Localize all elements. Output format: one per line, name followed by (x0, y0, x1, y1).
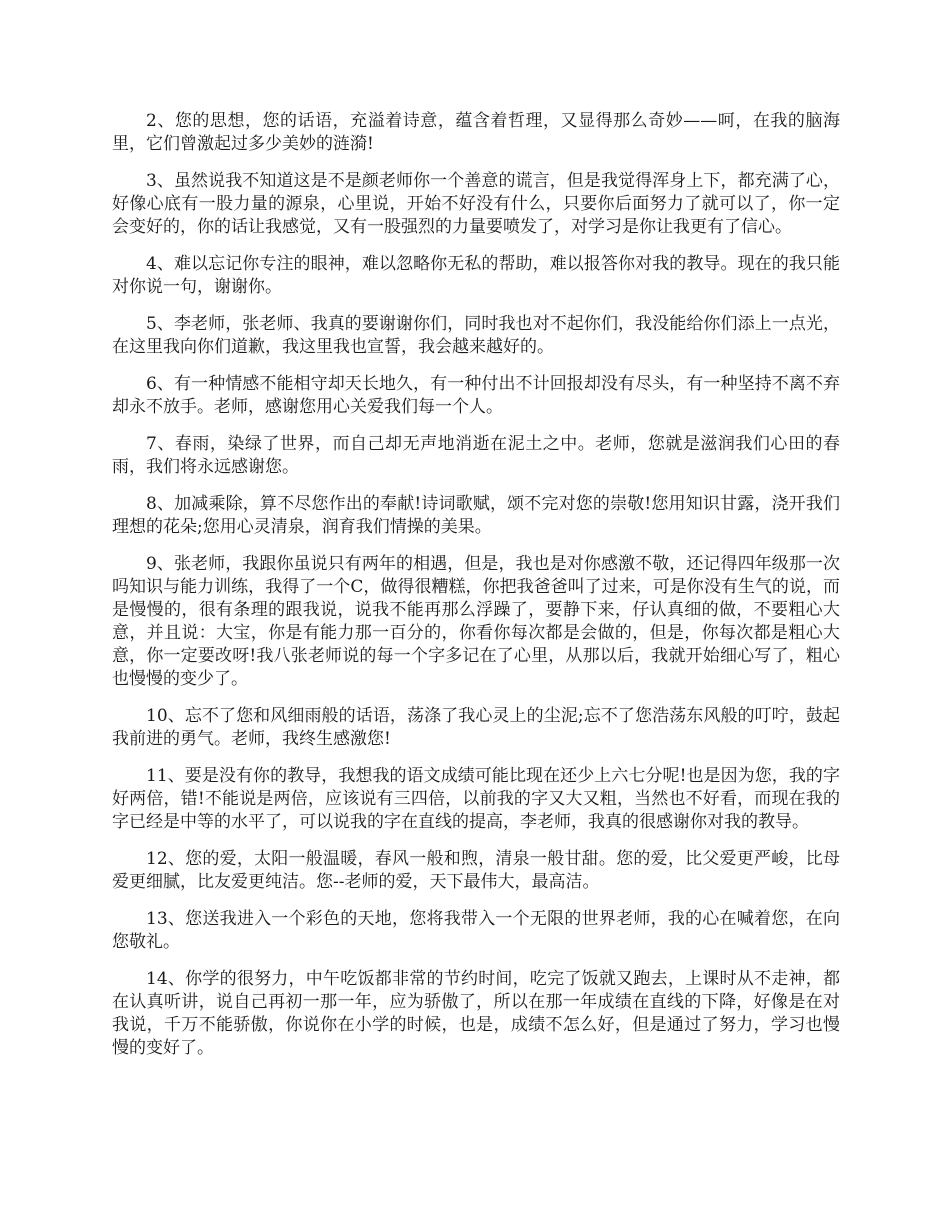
paragraph-8: 8、加减乘除，算不尽您作出的奉献!诗词歌赋，颂不完对您的崇敬!您用知识甘露，浇开我们理想的花朵;您用心灵清泉，润育我们情操的美果。 (112, 494, 840, 537)
paragraph-3: 3、虽然说我不知道这是不是颜老师你一个善意的谎言，但是我觉得浑身上下，都充满了心，好像心底有一股力量的源泉，心里说，开始不好没有什么，只要你后面努力了就可以了，你一定会变好的，你的话让我感觉，又有一股强烈的力量要喷发了，对学习是你让我更有了信心。 (112, 171, 840, 237)
paragraph-5: 5、李老师，张老师、我真的要谢谢你们，同时我也对不起你们，我没能给你们添上一点光，在这里我向你们道歉，我这里我也宣誓，我会越来越好的。 (112, 314, 840, 357)
paragraph-10: 10、忘不了您和风细雨般的话语，荡涤了我心灵上的尘泥;忘不了您浩荡东风般的叮咛，鼓起我前进的勇气。老师，我终生感激您! (112, 706, 840, 749)
paragraph-13: 13、您送我进入一个彩色的天地，您将我带入一个无限的世界老师，我的心在喊着您，在向您敬礼。 (112, 909, 840, 952)
paragraph-2: 2、您的思想，您的话语，充溢着诗意，蕴含着哲理，又显得那么奇妙——呵，在我的脑海里，它们曾激起过多少美妙的涟漪! (112, 111, 840, 154)
paragraph-4: 4、难以忘记你专注的眼神，难以忽略你无私的帮助，难以报答你对我的教导。现在的我只能对你说一句，谢谢你。 (112, 254, 840, 297)
paragraph-6: 6、有一种情感不能相守却天长地久，有一种付出不计回报却没有尽头，有一种坚持不离不弃却永不放手。老师，感谢您用心关爱我们每一个人。 (112, 374, 840, 417)
paragraph-14: 14、你学的很努力，中午吃饭都非常的节约时间，吃完了饭就又跑去，上课时从不走神，都在认真听讲，说自己再初一那一年，应为骄傲了，所以在那一年成绩在直线的下降，好像是在对我说，千万不能骄傲，你说你在小学的时候，也是，成绩不怎么好，但是通过了努力，学习也慢慢的变好了。 (112, 969, 840, 1058)
paragraph-7: 7、春雨，染绿了世界，而自己却无声地消逝在泥土之中。老师，您就是滋润我们心田的春雨，我们将永远感谢您。 (112, 434, 840, 477)
paragraph-11: 11、要是没有你的教导，我想我的语文成绩可能比现在还少上六七分呢!也是因为您，我的字好两倍，错!不能说是两倍，应该说有三四倍，以前我的字又大又粗，当然也不好看，而现在我的字已经是中等的水平了，可以说我的字在直线的提高，李老师，我真的很感谢你对我的教导。 (112, 766, 840, 832)
paragraph-9: 9、张老师，我跟你虽说只有两年的相遇，但是，我也是对你感激不敬，还记得四年级那一次吗知识与能力训练，我得了一个C，做得很糟糕，你把我爸爸叫了过来，可是你没有生气的说，而是慢慢的，很有条理的跟我说，说我不能再那么浮躁了，要静下来，仔认真细的做，不要粗心大意，并且说：大宝，你是有能力那一百分的，你看你每次都是会做的，但是，你每次都是粗心大意，你一定要改呀!我八张老师说的每一个字多记在了心里，从那以后，我就开始细心写了，粗心也慢慢的变少了。 (112, 554, 840, 689)
paragraph-12: 12、您的爱，太阳一般温暖，春风一般和煦，清泉一般甘甜。您的爱，比父爱更严峻，比母爱更细腻，比友爱更纯洁。您--老师的爱，天下最伟大，最高洁。 (112, 849, 840, 892)
document-body (112, 110, 840, 1074)
